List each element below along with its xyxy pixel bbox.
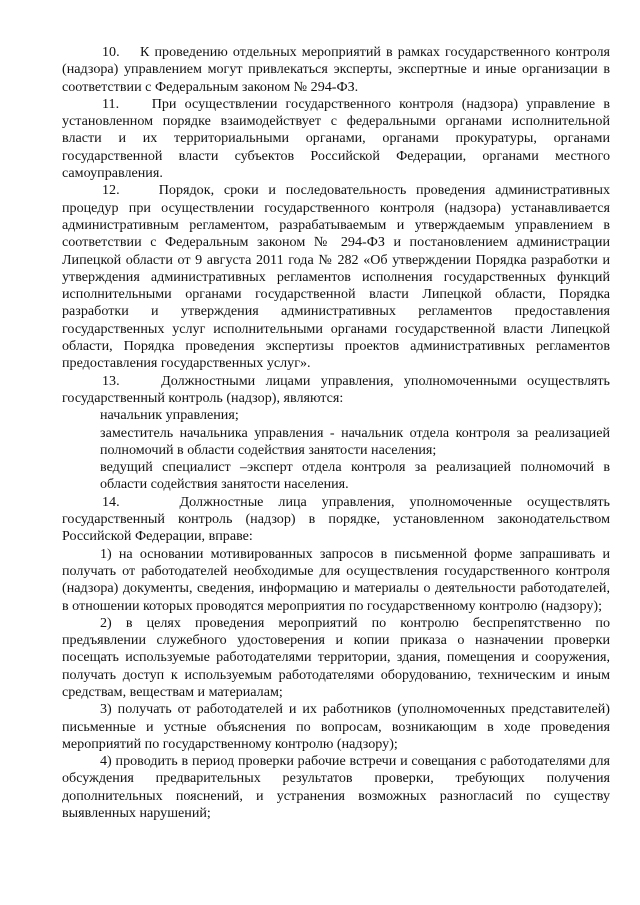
right-item-2: 2) в целях проведения мероприятий по контролю беспрепятственно по предъявлении служебного удостоверения и копии приказа о назначении проверки посещать используемые работодателями территории, здания, помещения и сооружения, получать доступ к используемым работодателями оборудованию, техническим и иным средствам, веществам и материалам; <box>62 614 610 700</box>
official-item: ведущий специалист –эксперт отдела контроля за реализацией полномочий в области содействия занятости населения. <box>100 459 610 493</box>
right-item-1: 1) на основании мотивированных запросов в письменной форме запрашивать и получать от работодателей необходимые для осуществления государственного контроля (надзора) документы, сведения, информацию и материалы о деятельности работодателей, в отношении которых проводятся мероприятия по государственному контролю (надзору); <box>62 545 610 614</box>
right-item-3: 3) получать от работодателей и их работников (уполномоченных представителей) письменные и устные объяснения по вопросам, возникающим в ходе проведения мероприятий по государственному контролю (надзору); <box>62 701 610 752</box>
paragraph-11: 11. При осуществлении государственного контроля (надзора) управление в установленном порядке взаимодействует с федеральными органами исполнительной власти и их территориальными органами, органами прокуратуры, органами государственной власти субъектов Российской Федерации, органами местного самоуправления. <box>62 95 610 182</box>
official-item: заместитель начальника управления - начальник отдела контроля за реализацией полномочий в области содействия занятости населения; <box>100 424 610 458</box>
right-item-4: 4) проводить в период проверки рабочие встречи и совещания с работодателями для обсуждения предварительных результатов проверки, требующих получения дополнительных пояснений, и устранения возможных разногласий по существу выявленных нарушений; <box>62 753 610 822</box>
paragraph-12: 12. Порядок, сроки и последовательность проведения административных процедур при осуществлении государственного контроля (надзора) устанавливается административным регламентом, разрабатываемым и утверждаемым управлением в соответствии с Федеральным законом № 294-ФЗ и постановлением администрации Липецкой области от 9 августа 2011 года № 282 «Об утверждении Порядка разработки и утверждения административных регламентов исполнения государственных функций исполнительными органами государственной власти Липецкой области, Порядка разработки и утверждения административных регламентов предоставления государственных услуг исполнительными органами государственной власти Липецкой области, Порядка проведения экспертизы проектов административных регламентов предоставления государственных услуг». <box>62 182 610 372</box>
official-item: начальник управления; <box>100 407 239 424</box>
paragraph-10: 10. К проведению отдельных мероприятий в рамках государственного контроля (надзора) управлением могут привлекаться эксперты, экспертные и иные организации в соответствии с Федеральным законом № 294-ФЗ. <box>62 44 610 95</box>
paragraph-13: 13. Должностными лицами управления, уполномоченными осуществлять государственный контроль (надзор), являются: <box>62 372 610 406</box>
document-page <box>62 44 610 822</box>
paragraph-14: 14. Должностные лица управления, уполномоченные осуществлять государственный контроль (надзор) в порядке, установленном законодательством Российской Федерации, вправе: <box>62 493 610 545</box>
